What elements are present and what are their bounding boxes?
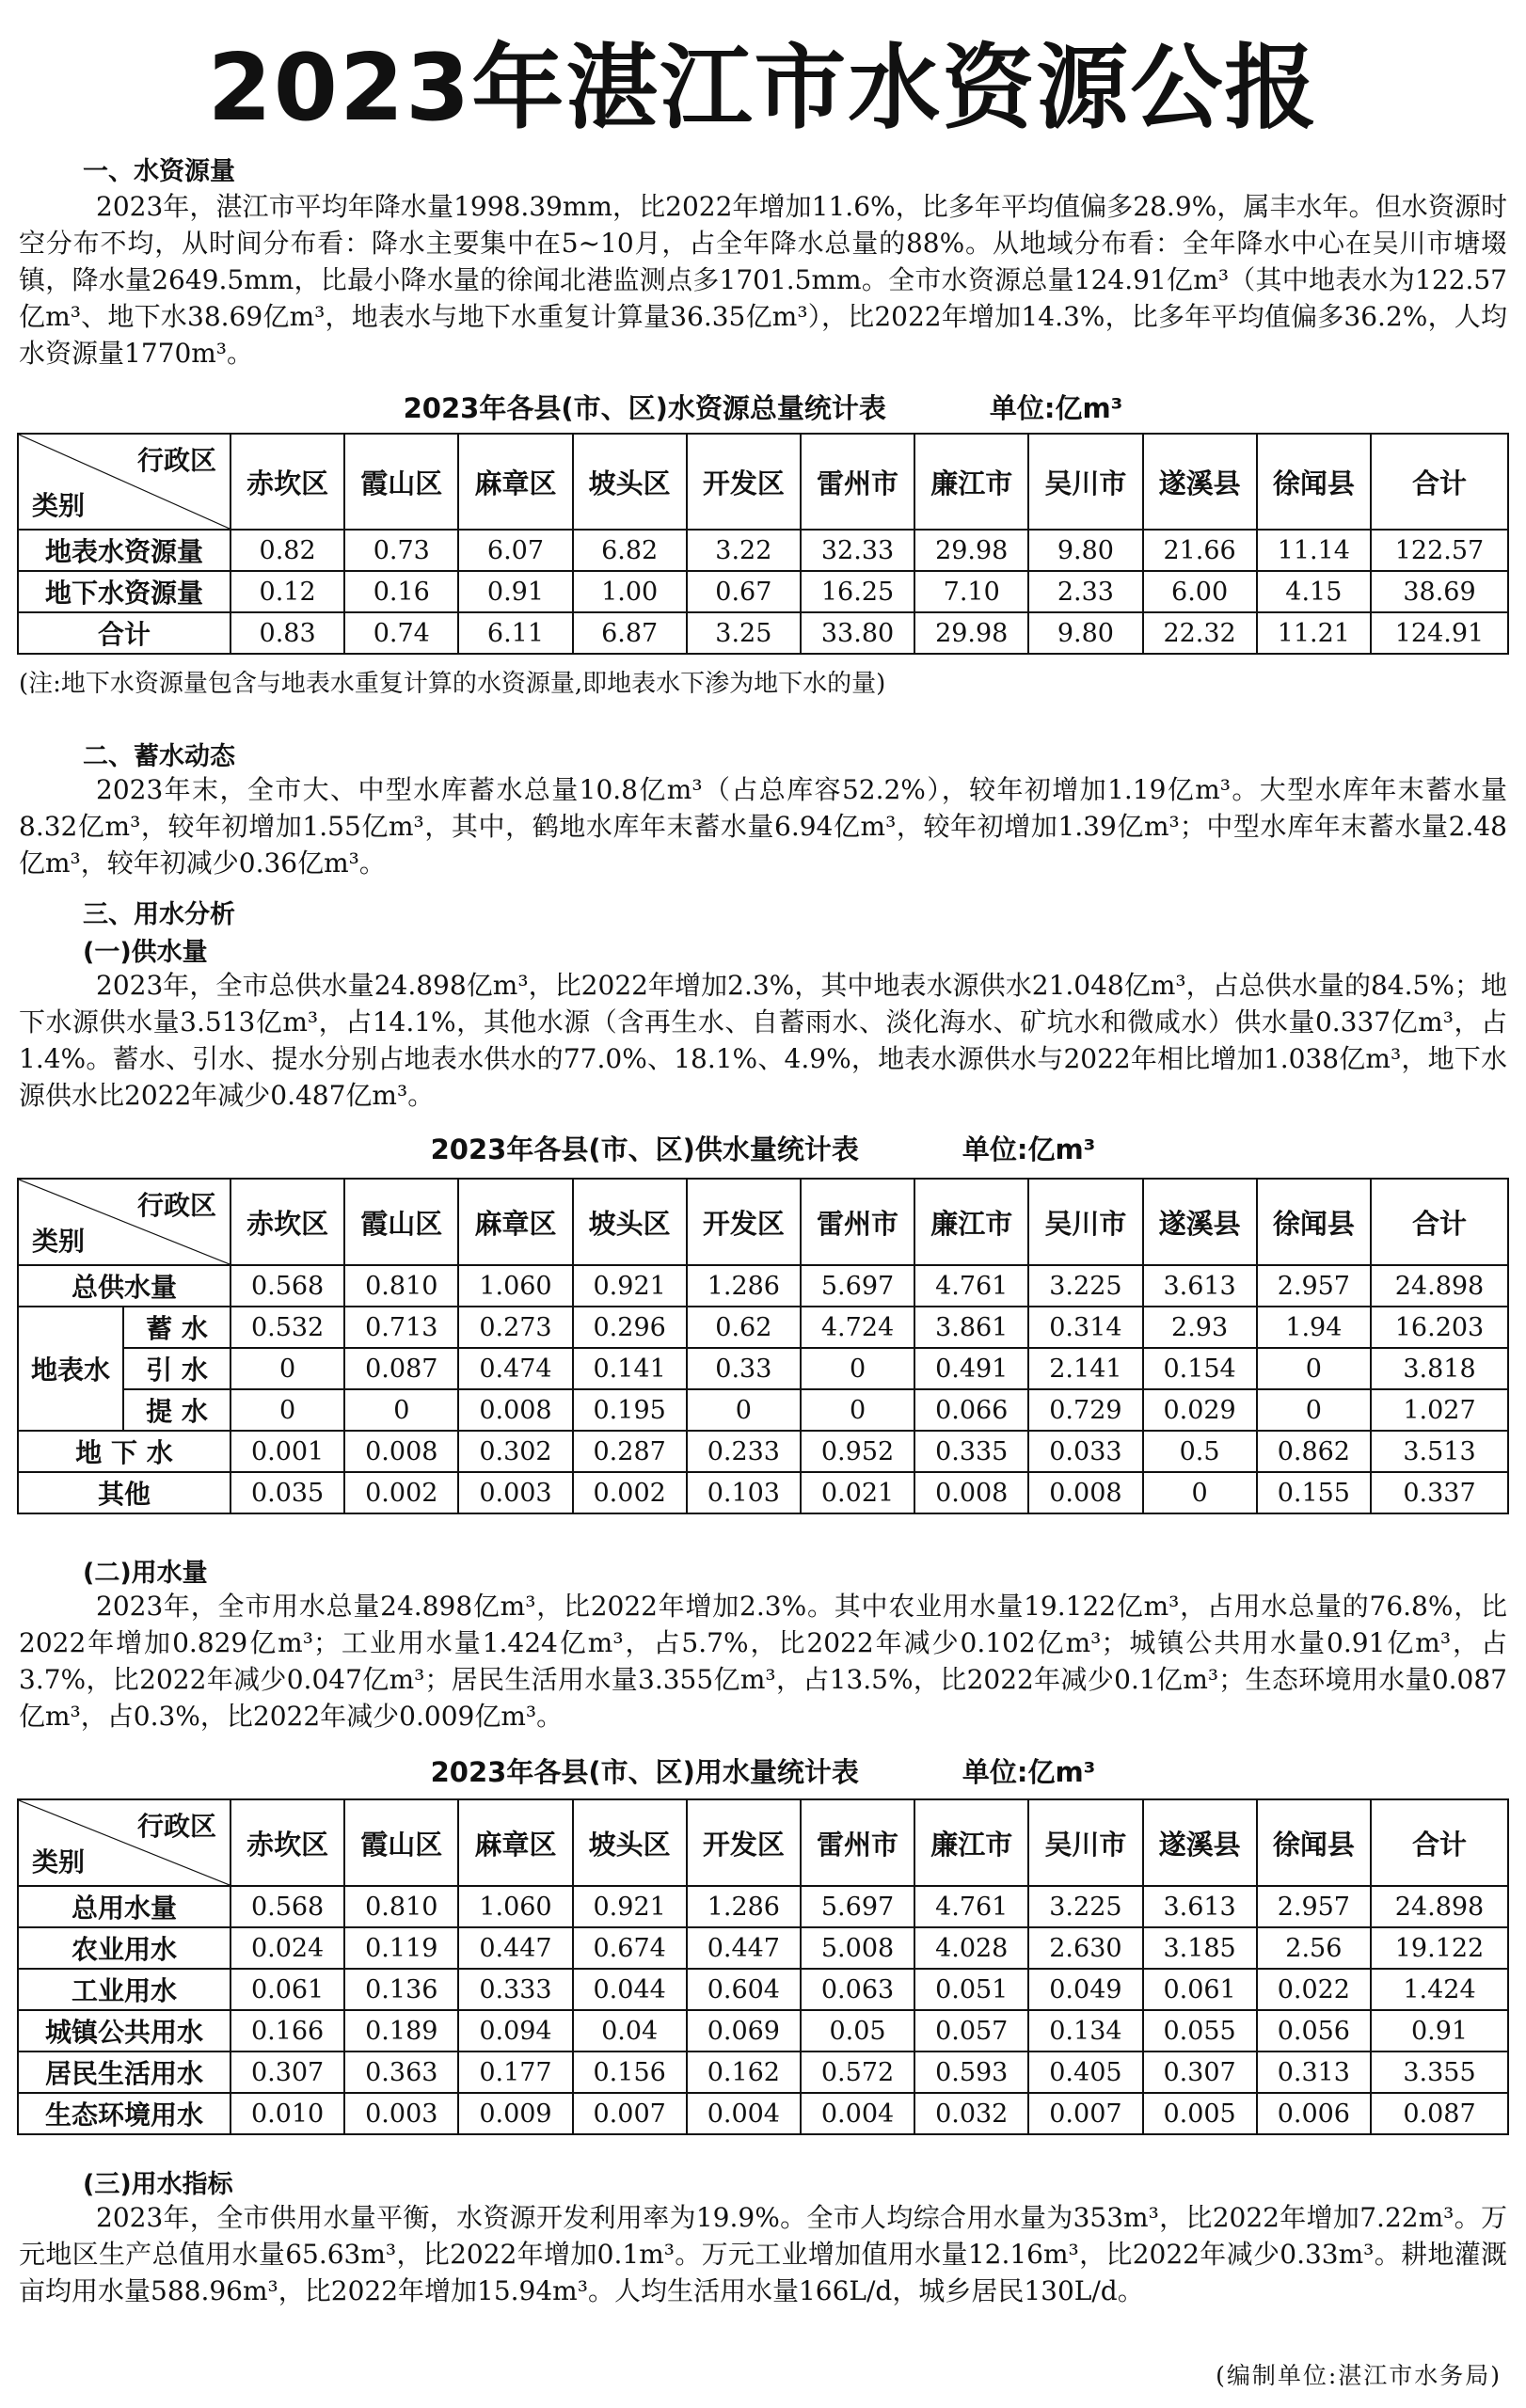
table1-value-cell: 6.11 (458, 612, 572, 654)
table1-col-header: 吴川市 (1028, 434, 1142, 530)
table2-value-cell: 2.141 (1028, 1348, 1142, 1389)
table2-value-cell: 0.033 (1028, 1431, 1142, 1472)
table3-value-cell: 0.094 (458, 2010, 572, 2052)
sub3-heading: (三)用水指标 (83, 2170, 233, 2199)
table1-value-cell: 0.83 (230, 612, 344, 654)
table3-value-cell: 0.568 (230, 1886, 344, 1927)
table3-col-header: 吴川市 (1028, 1799, 1142, 1886)
table3-row-label: 总用水量 (18, 1886, 230, 1927)
table3-value-cell: 0.134 (1028, 2010, 1142, 2052)
table3-value-cell: 0.061 (230, 1969, 344, 2010)
water-use-table (17, 1798, 1509, 2135)
table3-value-cell: 2.630 (1028, 1927, 1142, 1969)
table3-col-header: 坡头区 (573, 1799, 687, 1886)
table2-col-header: 遂溪县 (1143, 1179, 1257, 1265)
table3-corner-bottom: 类别 (32, 1846, 86, 1877)
table2-value-cell: 4.724 (801, 1307, 914, 1348)
table1-value-cell: 9.80 (1028, 612, 1142, 654)
table1-row-label: 地表水资源量 (18, 530, 230, 571)
table2-value-cell: 3.818 (1371, 1348, 1508, 1389)
table3-value-cell: 0.189 (344, 2010, 458, 2052)
table1-value-cell: 1.00 (573, 571, 687, 612)
table2-value-cell: 0.103 (687, 1472, 801, 1513)
table1-row (18, 530, 1508, 571)
table3-value-cell: 0.91 (1371, 2010, 1508, 2052)
table1-row (18, 612, 1508, 654)
table2-col-header: 徐闻县 (1257, 1179, 1371, 1265)
table3-value-cell: 0.003 (344, 2093, 458, 2134)
table2-value-cell: 24.898 (1371, 1265, 1508, 1307)
table2-value-cell: 0 (1257, 1348, 1371, 1389)
table3-value-cell: 0.405 (1028, 2052, 1142, 2093)
table3-value-cell: 0.069 (687, 2010, 801, 2052)
table3-value-cell: 4.761 (914, 1886, 1028, 1927)
table1-col-header: 霞山区 (344, 434, 458, 530)
table3-value-cell: 0.032 (914, 2093, 1028, 2134)
table1-caption (0, 388, 1526, 426)
table3-row-label: 生态环境用水 (18, 2093, 230, 2134)
table1-col-header: 合计 (1371, 434, 1508, 530)
table2-value-cell: 0.066 (914, 1389, 1028, 1431)
table1-value-cell: 0.82 (230, 530, 344, 571)
table3-col-header: 赤坎区 (230, 1799, 344, 1886)
table2-value-cell: 5.697 (801, 1265, 914, 1307)
table3-row (18, 1927, 1508, 1969)
table1-value-cell: 11.21 (1257, 612, 1371, 654)
table3-row-label: 城镇公共用水 (18, 2010, 230, 2052)
table1-col-header: 遂溪县 (1143, 434, 1257, 530)
table2-value-cell: 0.5 (1143, 1431, 1257, 1472)
table2-value-cell: 0.195 (573, 1389, 687, 1431)
table2-value-cell: 0.008 (914, 1472, 1028, 1513)
table2-value-cell: 0.008 (344, 1431, 458, 1472)
table1-corner-cell (18, 434, 230, 530)
table3-value-cell: 0.119 (344, 1927, 458, 1969)
table2-value-cell: 0 (344, 1389, 458, 1431)
table3-value-cell: 19.122 (1371, 1927, 1508, 1969)
table1-col-header: 坡头区 (573, 434, 687, 530)
table3-value-cell: 1.060 (458, 1886, 572, 1927)
table2-row-label: 其他 (18, 1472, 230, 1513)
table2-row (18, 1472, 1508, 1513)
table3-value-cell: 0.055 (1143, 2010, 1257, 2052)
table1-value-cell: 0.16 (344, 571, 458, 612)
table3-value-cell: 0.136 (344, 1969, 458, 2010)
table1-value-cell: 0.67 (687, 571, 801, 612)
table3-value-cell: 1.286 (687, 1886, 801, 1927)
table1-row (18, 571, 1508, 612)
table1-value-cell: 122.57 (1371, 530, 1508, 571)
sub3-paragraph: 2023年，全市供用水量平衡，水资源开发利用率为19.9%。全市人均综合用水量为353m³，比2022年增加7.22m³。万元地区生产总值用水量65.63m³，比2022年增加0.1m³。万元工业增加值用水量12.16m³，比2022年减少0.33m³。耕地灌溉亩均用水量588.96m³，比2022年增加15.94m³。人均生活用水量166L/d，城乡居民130L/d。 (19, 2202, 1507, 2306)
table3-value-cell: 0.04 (573, 2010, 687, 2052)
table3-value-cell: 2.957 (1257, 1886, 1371, 1927)
table3-title: 2023年各县(市、区)用水量统计表 (430, 1756, 859, 1788)
table3-value-cell: 0.05 (801, 2010, 914, 2052)
table3-value-cell: 1.424 (1371, 1969, 1508, 2010)
table2-value-cell: 0.921 (573, 1265, 687, 1307)
table3-value-cell: 3.613 (1143, 1886, 1257, 1927)
table3-value-cell: 0.921 (573, 1886, 687, 1927)
table3-value-cell: 0.447 (687, 1927, 801, 1969)
table1-value-cell: 3.22 (687, 530, 801, 571)
table2-value-cell: 0.335 (914, 1431, 1028, 1472)
table3-value-cell: 0.057 (914, 2010, 1028, 2052)
table1-col-header: 开发区 (687, 434, 801, 530)
water-resources-table (17, 433, 1509, 655)
table1-value-cell: 16.25 (801, 571, 914, 612)
table2-value-cell: 0.008 (458, 1389, 572, 1431)
section1-heading: 一、水资源量 (83, 157, 235, 186)
table2-value-cell: 0.713 (344, 1307, 458, 1348)
table3-value-cell: 0.447 (458, 1927, 572, 1969)
table2-value-cell: 3.861 (914, 1307, 1028, 1348)
table1-row-label: 合计 (18, 612, 230, 654)
section2-heading: 二、蓄水动态 (83, 742, 235, 771)
table1-corner-bottom: 类别 (32, 490, 86, 521)
sub1-heading: (一)供水量 (83, 938, 208, 967)
table1-value-cell: 29.98 (914, 530, 1028, 571)
table3-value-cell: 0.363 (344, 2052, 458, 2093)
table1-value-cell: 7.10 (914, 571, 1028, 612)
table1-value-cell: 6.00 (1143, 571, 1257, 612)
table2-value-cell: 0.087 (344, 1348, 458, 1389)
table3-value-cell: 0.022 (1257, 1969, 1371, 2010)
table2-value-cell: 0.008 (1028, 1472, 1142, 1513)
table3-value-cell: 0.307 (1143, 2052, 1257, 2093)
table3-col-header: 开发区 (687, 1799, 801, 1886)
table3-row-label: 农业用水 (18, 1927, 230, 1969)
table3-value-cell: 0.009 (458, 2093, 572, 2134)
table1-note: (注:地下水资源量包含与地表水重复计算的水资源量,即地表水下渗为地下水的量) (19, 670, 886, 698)
table2-row (18, 1265, 1508, 1307)
table2-value-cell: 0.568 (230, 1265, 344, 1307)
table3-row-label: 居民生活用水 (18, 2052, 230, 2093)
table2-col-header: 合计 (1371, 1179, 1508, 1265)
table2-value-cell: 0.862 (1257, 1431, 1371, 1472)
table3-value-cell: 0.162 (687, 2052, 801, 2093)
table3-row (18, 1969, 1508, 2010)
table2-value-cell: 1.94 (1257, 1307, 1371, 1348)
table3-value-cell: 0.087 (1371, 2093, 1508, 2134)
table2-value-cell: 4.761 (914, 1265, 1028, 1307)
table1-value-cell: 0.74 (344, 612, 458, 654)
table2-value-cell: 0.141 (573, 1348, 687, 1389)
table2-row (18, 1348, 1508, 1389)
table2-group-label: 地表水 (18, 1307, 123, 1431)
table2-row-label: 地 下 水 (18, 1431, 230, 1472)
table3-value-cell: 24.898 (1371, 1886, 1508, 1927)
table1-value-cell: 6.07 (458, 530, 572, 571)
table2-caption (0, 1129, 1526, 1167)
table2-value-cell: 0.003 (458, 1472, 572, 1513)
page-title: 2023年湛江市水资源公报 (207, 35, 1319, 142)
table3-value-cell: 0.006 (1257, 2093, 1371, 2134)
table3-value-cell: 0.004 (801, 2093, 914, 2134)
table3-value-cell: 0.333 (458, 1969, 572, 2010)
table2-value-cell: 0.035 (230, 1472, 344, 1513)
table1-value-cell: 0.91 (458, 571, 572, 612)
table3-value-cell: 4.028 (914, 1927, 1028, 1969)
table2-value-cell: 0 (801, 1389, 914, 1431)
table3-value-cell: 3.185 (1143, 1927, 1257, 1969)
table1-col-header: 廉江市 (914, 434, 1028, 530)
table2-corner-bottom: 类别 (32, 1226, 86, 1257)
table3-value-cell: 0.674 (573, 1927, 687, 1969)
table1-value-cell: 9.80 (1028, 530, 1142, 571)
table3-col-header: 廉江市 (914, 1799, 1028, 1886)
table2-value-cell: 0.155 (1257, 1472, 1371, 1513)
table2-value-cell: 3.513 (1371, 1431, 1508, 1472)
table2-value-cell: 0.001 (230, 1431, 344, 1472)
table3-value-cell: 2.56 (1257, 1927, 1371, 1969)
table2-value-cell: 0 (230, 1389, 344, 1431)
table3-row (18, 2010, 1508, 2052)
table3-value-cell: 0.313 (1257, 2052, 1371, 2093)
table2-value-cell: 0.33 (687, 1348, 801, 1389)
table2-value-cell: 0.729 (1028, 1389, 1142, 1431)
table2-title: 2023年各县(市、区)供水量统计表 (430, 1133, 859, 1165)
table1-col-header: 徐闻县 (1257, 434, 1371, 530)
table1-value-cell: 2.33 (1028, 571, 1142, 612)
table3-col-header: 雷州市 (801, 1799, 914, 1886)
table3-row-label: 工业用水 (18, 1969, 230, 2010)
section1-paragraph: 2023年，湛江市平均年降水量1998.39mm，比2022年增加11.6%，比多年平均值偏多28.9%，属丰水年。但水资源时空分布不均，从时间分布看：降水主要集中在5~10月，占全年降水总量的88%。从地域分布看：全年降水中心在吴川市塘㙍镇，降水量2649.5mm，比最小降水量的徐闻北港监测点多1701.5mm。全市水资源总量124.91亿m³（其中地表水为122.57亿m³、地下水38.69亿m³，地表水与地下水重复计算量36.35亿m³），比2022年增加14.3%，比多年平均值偏多36.2%，人均水资源量1770m³。 (19, 191, 1507, 369)
table3-value-cell: 0.177 (458, 2052, 572, 2093)
table2-value-cell: 0.62 (687, 1307, 801, 1348)
table2-value-cell: 0.154 (1143, 1348, 1257, 1389)
table1-value-cell: 22.32 (1143, 612, 1257, 654)
table2-value-cell: 1.027 (1371, 1389, 1508, 1431)
table2-value-cell: 0.273 (458, 1307, 572, 1348)
table3-value-cell: 0.051 (914, 1969, 1028, 2010)
table3-col-header: 合计 (1371, 1799, 1508, 1886)
table2-col-header: 麻章区 (458, 1179, 572, 1265)
sub1-paragraph: 2023年，全市总供水量24.898亿m³，比2022年增加2.3%，其中地表水源供水21.048亿m³，占总供水量的84.5%；地下水源供水量3.513亿m³，占14.1%，其他水源（含再生水、自蓄雨水、淡化海水、矿坑水和微咸水）供水量0.337亿m³，占1.4%。蓄水、引水、提水分别占地表水供水的77.0%、18.1%、4.9%，地表水源供水与2022年相比增加1.038亿m³，地下水源供水比2022年减少0.487亿m³。 (19, 970, 1507, 1111)
sub2-paragraph: 2023年，全市用水总量24.898亿m³，比2022年增加2.3%。其中农业用水量19.122亿m³，占用水总量的76.8%，比2022年增加0.829亿m³；工业用水量1.424亿m³，占5.7%，比2022年减少0.102亿m³；城镇公共用水量0.91亿m³，占3.7%，比2022年减少0.047亿m³；居民生活用水量3.355亿m³，占13.5%，比2022年减少0.1亿m³；生态环境用水量0.087亿m³，占0.3%，比2022年减少0.009亿m³。 (19, 1591, 1507, 1732)
table2-value-cell: 0.337 (1371, 1472, 1508, 1513)
table2-value-cell: 0.532 (230, 1307, 344, 1348)
table1-unit: 单位:亿m³ (989, 392, 1123, 424)
table1-row-label: 地下水资源量 (18, 571, 230, 612)
table2-value-cell: 0 (1257, 1389, 1371, 1431)
section3-heading: 三、用水分析 (83, 900, 235, 929)
table2-value-cell: 0 (801, 1348, 914, 1389)
table2-row (18, 1389, 1508, 1431)
table2-value-cell: 1.286 (687, 1265, 801, 1307)
table2-row-label: 提 水 (123, 1389, 230, 1431)
table1-value-cell: 6.87 (573, 612, 687, 654)
table2-value-cell: 0.296 (573, 1307, 687, 1348)
table1-value-cell: 0.73 (344, 530, 458, 571)
table2-value-cell: 0.029 (1143, 1389, 1257, 1431)
sub2-heading: (二)用水量 (83, 1559, 208, 1588)
table2-value-cell: 0 (1143, 1472, 1257, 1513)
table3-value-cell: 0.044 (573, 1969, 687, 2010)
table3-value-cell: 0.604 (687, 1969, 801, 2010)
table3-col-header: 徐闻县 (1257, 1799, 1371, 1886)
table2-unit: 单位:亿m³ (962, 1133, 1096, 1165)
table3-row (18, 2052, 1508, 2093)
table3-unit: 单位:亿m³ (962, 1756, 1096, 1788)
table2-row-label: 引 水 (123, 1348, 230, 1389)
table1-col-header: 赤坎区 (230, 434, 344, 530)
table2-col-header: 雷州市 (801, 1179, 914, 1265)
table1-value-cell: 33.80 (801, 612, 914, 654)
compiler-credit: (编制单位:湛江市水务局) (1216, 2362, 1502, 2389)
table1-value-cell: 6.82 (573, 530, 687, 571)
table2-col-header: 吴川市 (1028, 1179, 1142, 1265)
table2-row (18, 1307, 1508, 1348)
table3-row (18, 2093, 1508, 2134)
table1-corner-top: 行政区 (136, 445, 216, 476)
table2-row (18, 1431, 1508, 1472)
table1-value-cell: 38.69 (1371, 571, 1508, 612)
table1-header-row (18, 434, 1508, 530)
table2-col-header: 赤坎区 (230, 1179, 344, 1265)
table2-value-cell: 0.952 (801, 1431, 914, 1472)
table1-value-cell: 4.15 (1257, 571, 1371, 612)
table2-col-header: 坡头区 (573, 1179, 687, 1265)
table2-value-cell: 3.225 (1028, 1265, 1142, 1307)
table3-value-cell: 0.005 (1143, 2093, 1257, 2134)
table2-value-cell: 0.302 (458, 1431, 572, 1472)
table3-header-row (18, 1799, 1508, 1886)
table1-value-cell: 29.98 (914, 612, 1028, 654)
table2-value-cell: 0.491 (914, 1348, 1028, 1389)
table1-value-cell: 0.12 (230, 571, 344, 612)
table3-col-header: 遂溪县 (1143, 1799, 1257, 1886)
table3-value-cell: 0.166 (230, 2010, 344, 2052)
table3-value-cell: 0.156 (573, 2052, 687, 2093)
table2-header-row (18, 1179, 1508, 1265)
table3-caption (0, 1751, 1526, 1790)
table2-value-cell: 2.957 (1257, 1265, 1371, 1307)
table2-value-cell: 0.314 (1028, 1307, 1142, 1348)
table2-value-cell: 0 (687, 1389, 801, 1431)
table2-value-cell: 0.474 (458, 1348, 572, 1389)
table2-value-cell: 0.810 (344, 1265, 458, 1307)
table2-row-label: 总供水量 (18, 1265, 230, 1307)
table3-value-cell: 5.697 (801, 1886, 914, 1927)
table3-value-cell: 0.810 (344, 1886, 458, 1927)
table1-col-header: 雷州市 (801, 434, 914, 530)
table2-col-header: 开发区 (687, 1179, 801, 1265)
table3-value-cell: 0.572 (801, 2052, 914, 2093)
table2-value-cell: 0.002 (344, 1472, 458, 1513)
water-supply-table (17, 1178, 1509, 1514)
table2-value-cell: 1.060 (458, 1265, 572, 1307)
table3-col-header: 麻章区 (458, 1799, 572, 1886)
table2-value-cell: 0.233 (687, 1431, 801, 1472)
table3-value-cell: 3.355 (1371, 2052, 1508, 2093)
table2-value-cell: 0 (230, 1348, 344, 1389)
table2-value-cell: 0.287 (573, 1431, 687, 1472)
table3-corner-top: 行政区 (136, 1811, 216, 1842)
table3-value-cell: 0.061 (1143, 1969, 1257, 2010)
table3-value-cell: 0.007 (1028, 2093, 1142, 2134)
table3-value-cell: 0.010 (230, 2093, 344, 2134)
table2-col-header: 霞山区 (344, 1179, 458, 1265)
table1-title: 2023年各县(市、区)水资源总量统计表 (403, 392, 886, 424)
table2-corner-top: 行政区 (136, 1190, 216, 1221)
table1-value-cell: 3.25 (687, 612, 801, 654)
table1-value-cell: 11.14 (1257, 530, 1371, 571)
table3-value-cell: 0.593 (914, 2052, 1028, 2093)
table2-row-label: 蓄 水 (123, 1307, 230, 1348)
table2-value-cell: 2.93 (1143, 1307, 1257, 1348)
section2-paragraph: 2023年末，全市大、中型水库蓄水总量10.8亿m³（占总库容52.2%），较年初增加1.19亿m³。大型水库年末蓄水量8.32亿m³，较年初增加1.55亿m³，其中，鹤地水库年末蓄水量6.94亿m³，较年初增加1.39亿m³；中型水库年末蓄水量2.48亿m³，较年初减少0.36亿m³。 (19, 774, 1507, 879)
table1-col-header: 麻章区 (458, 434, 572, 530)
table3-value-cell: 0.049 (1028, 1969, 1142, 2010)
table3-value-cell: 0.024 (230, 1927, 344, 1969)
table2-col-header: 廉江市 (914, 1179, 1028, 1265)
table3-value-cell: 0.063 (801, 1969, 914, 2010)
table2-value-cell: 16.203 (1371, 1307, 1508, 1348)
table2-value-cell: 0.002 (573, 1472, 687, 1513)
table3-value-cell: 3.225 (1028, 1886, 1142, 1927)
table2-value-cell: 0.021 (801, 1472, 914, 1513)
table3-value-cell: 0.007 (573, 2093, 687, 2134)
table1-value-cell: 124.91 (1371, 612, 1508, 654)
table2-value-cell: 3.613 (1143, 1265, 1257, 1307)
table3-col-header: 霞山区 (344, 1799, 458, 1886)
table1-value-cell: 21.66 (1143, 530, 1257, 571)
table3-corner-cell (18, 1799, 230, 1886)
table1-value-cell: 32.33 (801, 530, 914, 571)
table2-corner-cell (18, 1179, 230, 1265)
table3-value-cell: 5.008 (801, 1927, 914, 1969)
table3-value-cell: 0.004 (687, 2093, 801, 2134)
table3-value-cell: 0.307 (230, 2052, 344, 2093)
table3-value-cell: 0.056 (1257, 2010, 1371, 2052)
table3-row (18, 1886, 1508, 1927)
